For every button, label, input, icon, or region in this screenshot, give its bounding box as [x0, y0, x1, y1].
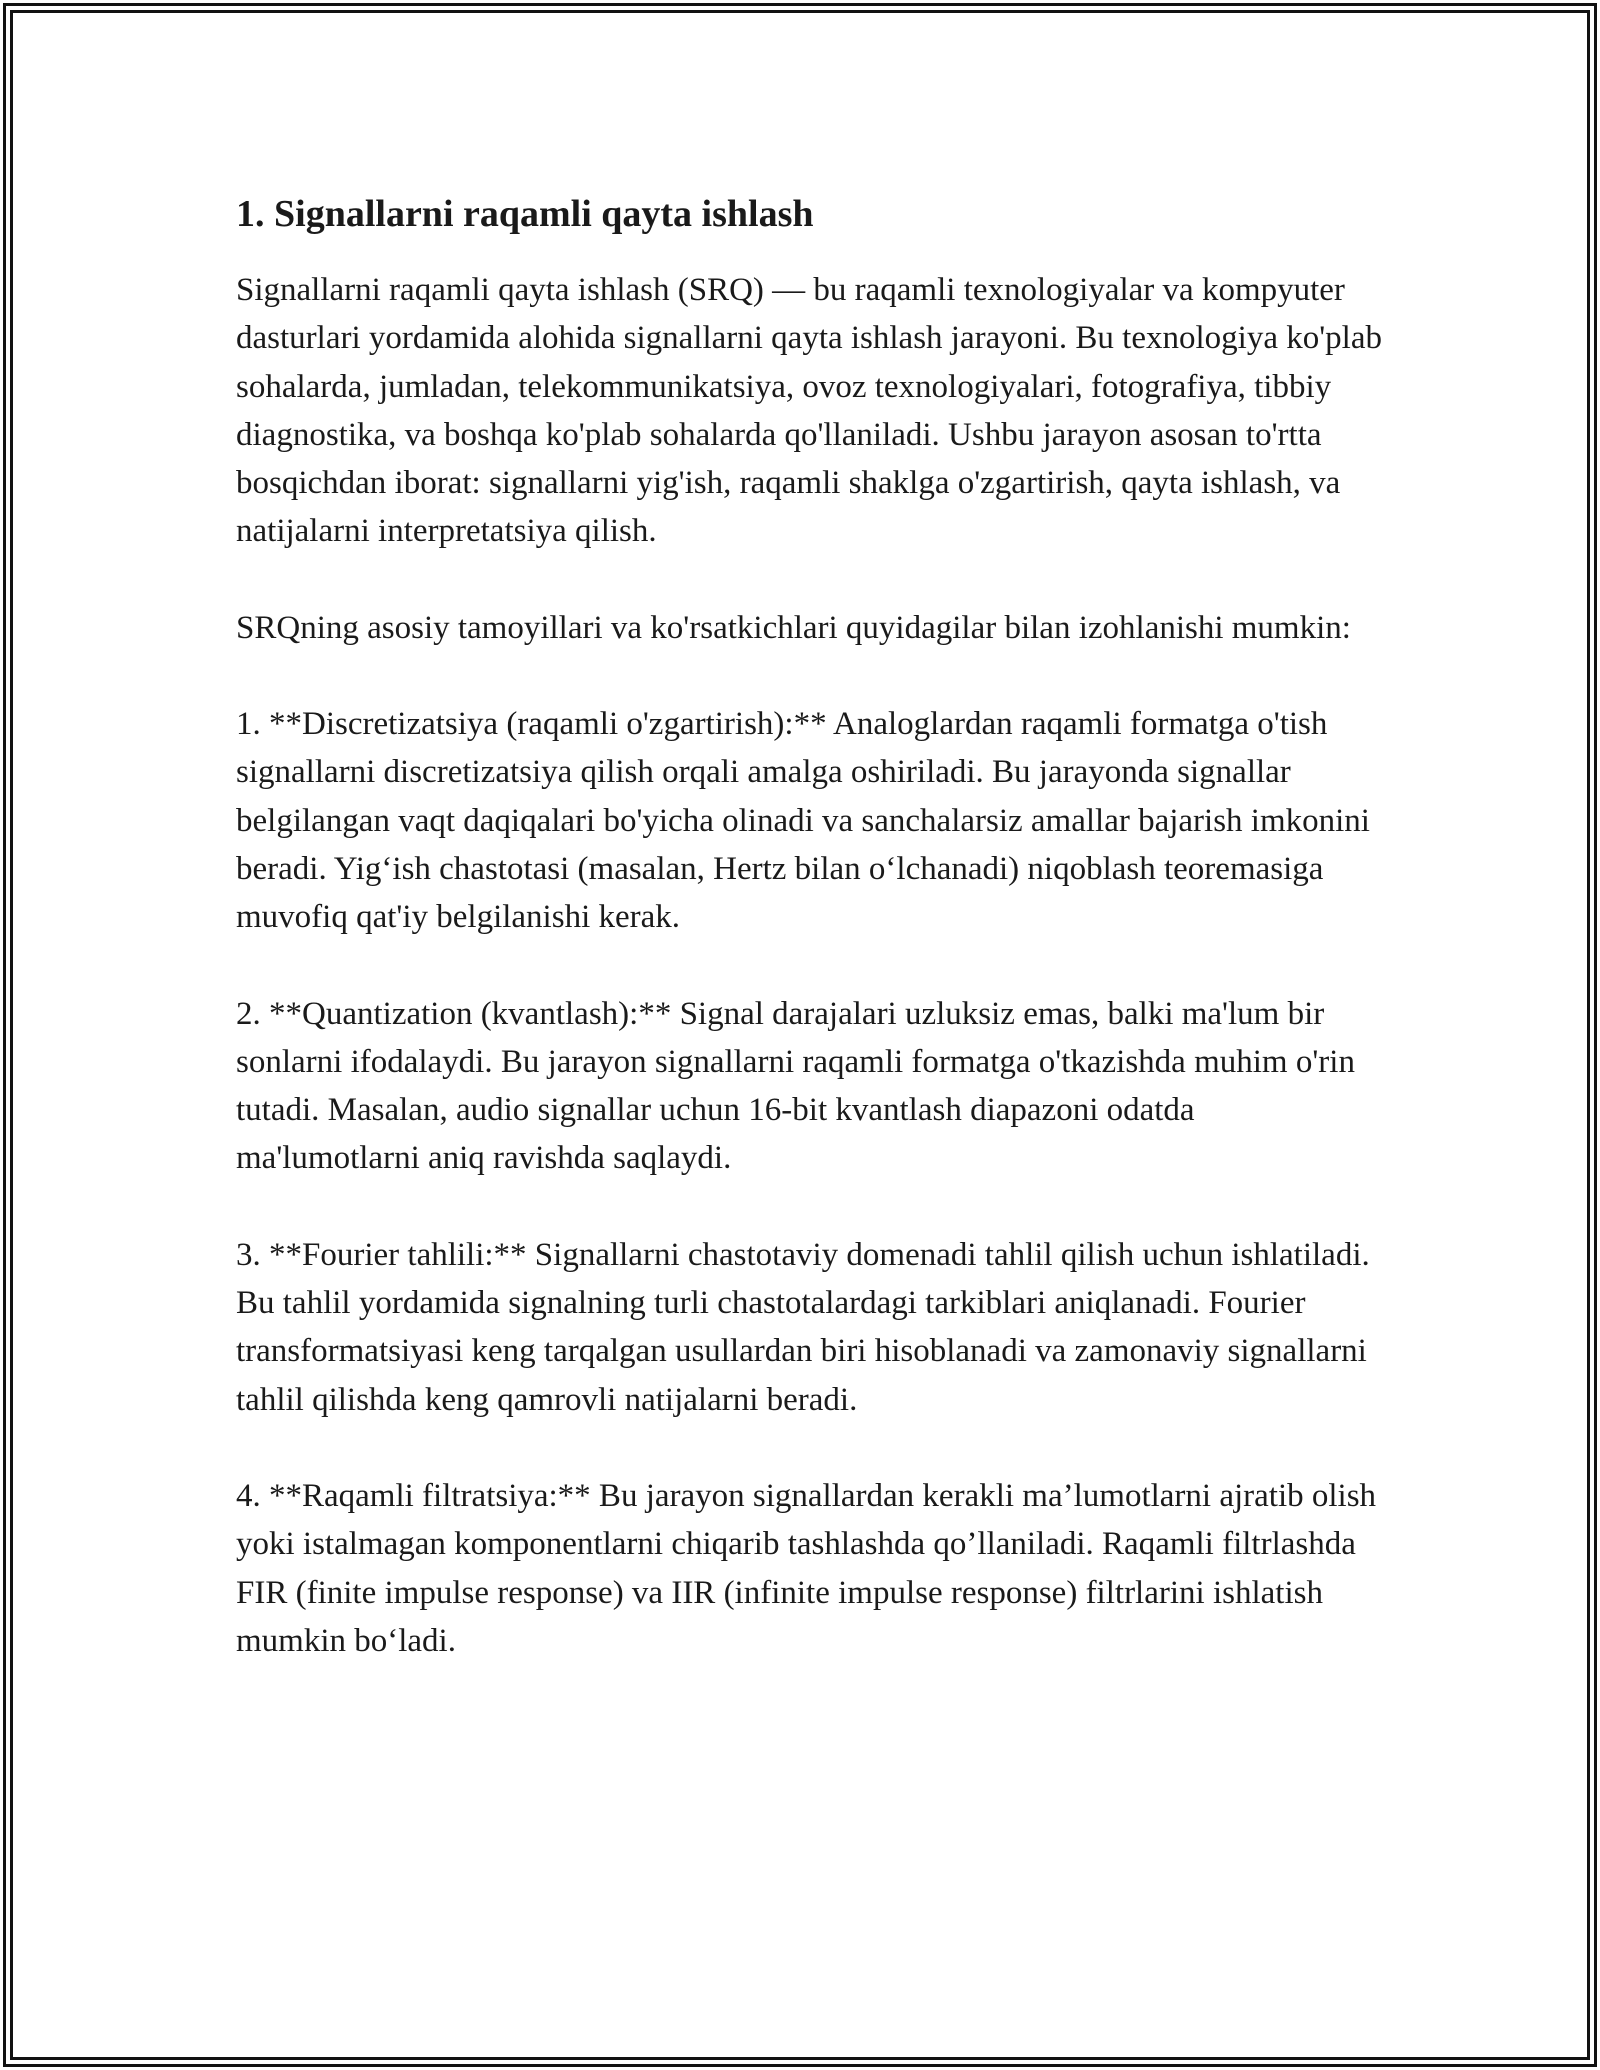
quantization-paragraph: 2. **Quantization (kvantlash):** Signal darajalari uzluksiz emas, balki ma'lum bir sonlarni ifodalaydi. Bu jarayon signallarni raqamli formatga o'tkazishda muhim o'rin tutadi. Masalan, audio signallar uchun 16-bit kvantlash diapazoni odatda ma'lumotlarni aniq ravishda saqlaydi.	[236, 995, 1355, 1177]
discretization-paragraph: 1. **Discretizatsiya (raqamli o'zgartirish):** Analoglardan raqamli formatga o'tish signallarni discretizatsiya qilish orqali amalga oshiriladi. Bu jarayonda signallar belgilangan vaqt daqiqalari bo'yicha olinadi va sanchalarsiz amallar bajarish imkonini beradi. Yig‘ish chastotasi (masalan, Hertz bilan o‘lchanadi) niqoblash teoremasiga muvofiq qat'iy belgilanishi kerak.	[236, 706, 1370, 936]
fourier-paragraph: 3. **Fourier tahlili:** Signallarni chastotaviy domenadi tahlil qilish uchun ishlatiladi. Bu tahlil yordamida signalning turli chastotalardagi tarkiblari aniqlanadi. Fourier transformatsiyasi keng tarqalgan usullardan biri hisoblanadi va zamonaviy signallarni tahlil qilishda keng qamrovli natijalarni beradi.	[236, 1236, 1370, 1418]
intro-paragraph: Signallarni raqamli qayta ishlash (SRQ) — bu raqamli texnologiyalar va kompyuter dasturlari yordamida alohida signallarni qayta ishlash jarayoni. Bu texnologiya ko'plab sohalarda, jumladan, telekommunikatsiya, ovoz texnologiyalari, fotografiya, tibbiy diagnostika, va boshqa ko'plab sohalarda qo'llaniladi. Ushbu jarayon asosan to'rtta bosqichdan iborat: signallarni yig'ish, raqamli shaklga o'zgartirish, qayta ishlash, va natijalarni interpretatsiya qilish.	[236, 272, 1382, 550]
filtration-paragraph: 4. **Raqamli filtratsiya:** Bu jarayon signallardan kerakli ma’lumotlarni ajratib olish yoki istalmagan komponentlarni chiqarib tashlashda qo’llaniladi. Raqamli filtrlashda FIR (finite impulse response) va IIR (infinite impulse response) filtrlarini ishlatish mumkin bo‘ladi.	[236, 1477, 1377, 1659]
document-title: 1. Signallarni raqamli qayta ishlash	[236, 193, 814, 235]
principles-intro-paragraph: SRQning asosiy tamoyillari va ko'rsatkichlari quyidagilar bilan izohlanishi mumkin:	[236, 609, 1351, 646]
document-body	[236, 182, 1386, 1713]
